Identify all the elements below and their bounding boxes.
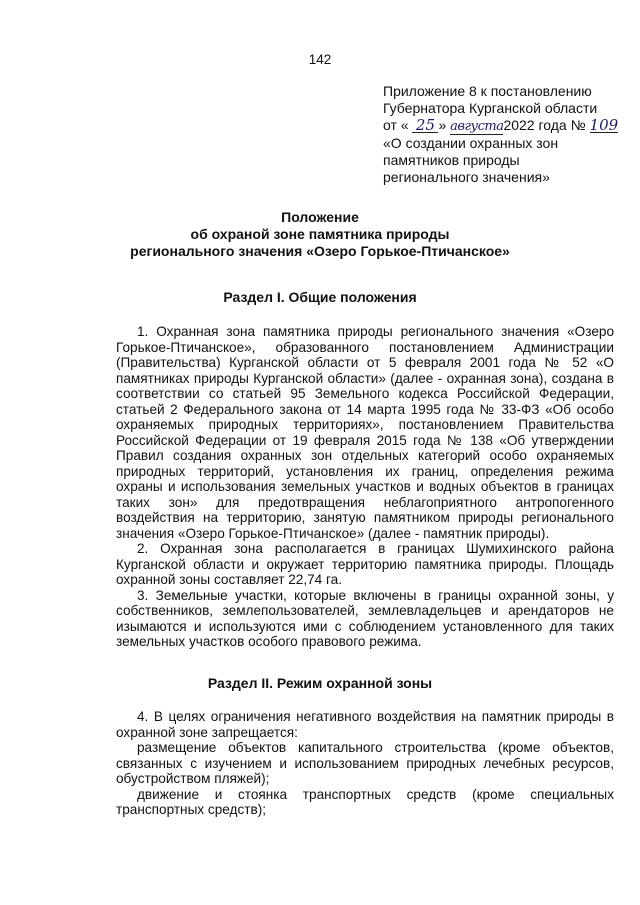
- date-prefix: от «: [383, 117, 409, 133]
- section-2-heading: Раздел II. Режим охранной зоны: [207, 675, 433, 691]
- paragraph-1: 1. Охранная зона памятника природы регионального значения «Озеро Горькое-Птичанское», образованного постановлением Администрации (Правительства) Курганской области от 5 февраля 2001 года № 52 «О памятниках природы Курганской области» (далее - охранная зона), создана в соответствии со статьей 95 Земельного кодекса Российской Федерации, статьей 2 Федерального закона от 14 марта 1995 года № 33-ФЗ «Об особо охраняемых природных территориях», постановлением Правительства Российской Федерации от 19 февраля 2015 года № 138 «Об утверждении Правил создания охранных зон отдельных категорий особо охраняемых природных территорий, установления их границ, определения режима охраны и использования земельных участков и водных объектов в границах таких зон» для предотвращения неблагоприятного антропогенного воздействия на территорию, занятую памятником природы регионального значения «Озеро Горькое-Птичанское» (далее - памятник природы).: [116, 324, 614, 541]
- prohibition-item-2: движение и стоянка транспортных средств (кроме специальных транспортных средств);: [116, 786, 614, 817]
- section-1-body: [116, 324, 614, 650]
- handwritten-month: августа: [450, 119, 504, 134]
- date-year-text: 2022 года №: [503, 117, 586, 133]
- title-line-2: об охраной зоне памятника природы: [190, 226, 450, 242]
- page-number: 142: [308, 52, 332, 67]
- title-line-1: Положение: [281, 209, 359, 225]
- paragraph-4: 4. В целях ограничения негативного воздействия на памятник природы в охранной зоне запрещается:: [116, 709, 614, 740]
- appendix-line-1: Приложение 8 к постановлению: [383, 83, 592, 99]
- section-2-body: [116, 709, 614, 818]
- appendix-line-6: регионального значения»: [383, 169, 550, 185]
- appendix-line-4: «О создании охранных зон: [383, 135, 559, 151]
- paragraph-3: 3. Земельные участки, которые включены в границы охранной зоны, у собственников, землепользователей, землевладельцев и арендаторов не изымаются и используются ими с соблюдением установленного для таких земельных участков особого правового режима.: [116, 587, 614, 649]
- appendix-date-line: [383, 117, 628, 135]
- document-title: [0, 209, 640, 260]
- appendix-line-2: Губернатора Курганской области: [383, 100, 598, 116]
- title-line-3: регионального значения «Озеро Горькое-Птичанское»: [130, 243, 510, 259]
- date-mid: »: [438, 117, 447, 133]
- appendix-header: [383, 83, 628, 186]
- handwritten-day: 25: [412, 118, 438, 133]
- prohibition-item-1: размещение объектов капитального строительства (кроме объектов, связанных с изучением и использованием природных лечебных ресурсов, обустройством пляжей);: [116, 740, 614, 786]
- appendix-line-5: памятников природы: [383, 152, 520, 168]
- paragraph-2: 2. Охранная зона располагается в границах Шумихинского района Курганской области и окружает территорию памятника природы. Площадь охранной зоны составляет 22,74 га.: [116, 541, 614, 587]
- section-1-heading: Раздел I. Общие положения: [223, 289, 417, 305]
- handwritten-doc-number: 109: [589, 116, 619, 134]
